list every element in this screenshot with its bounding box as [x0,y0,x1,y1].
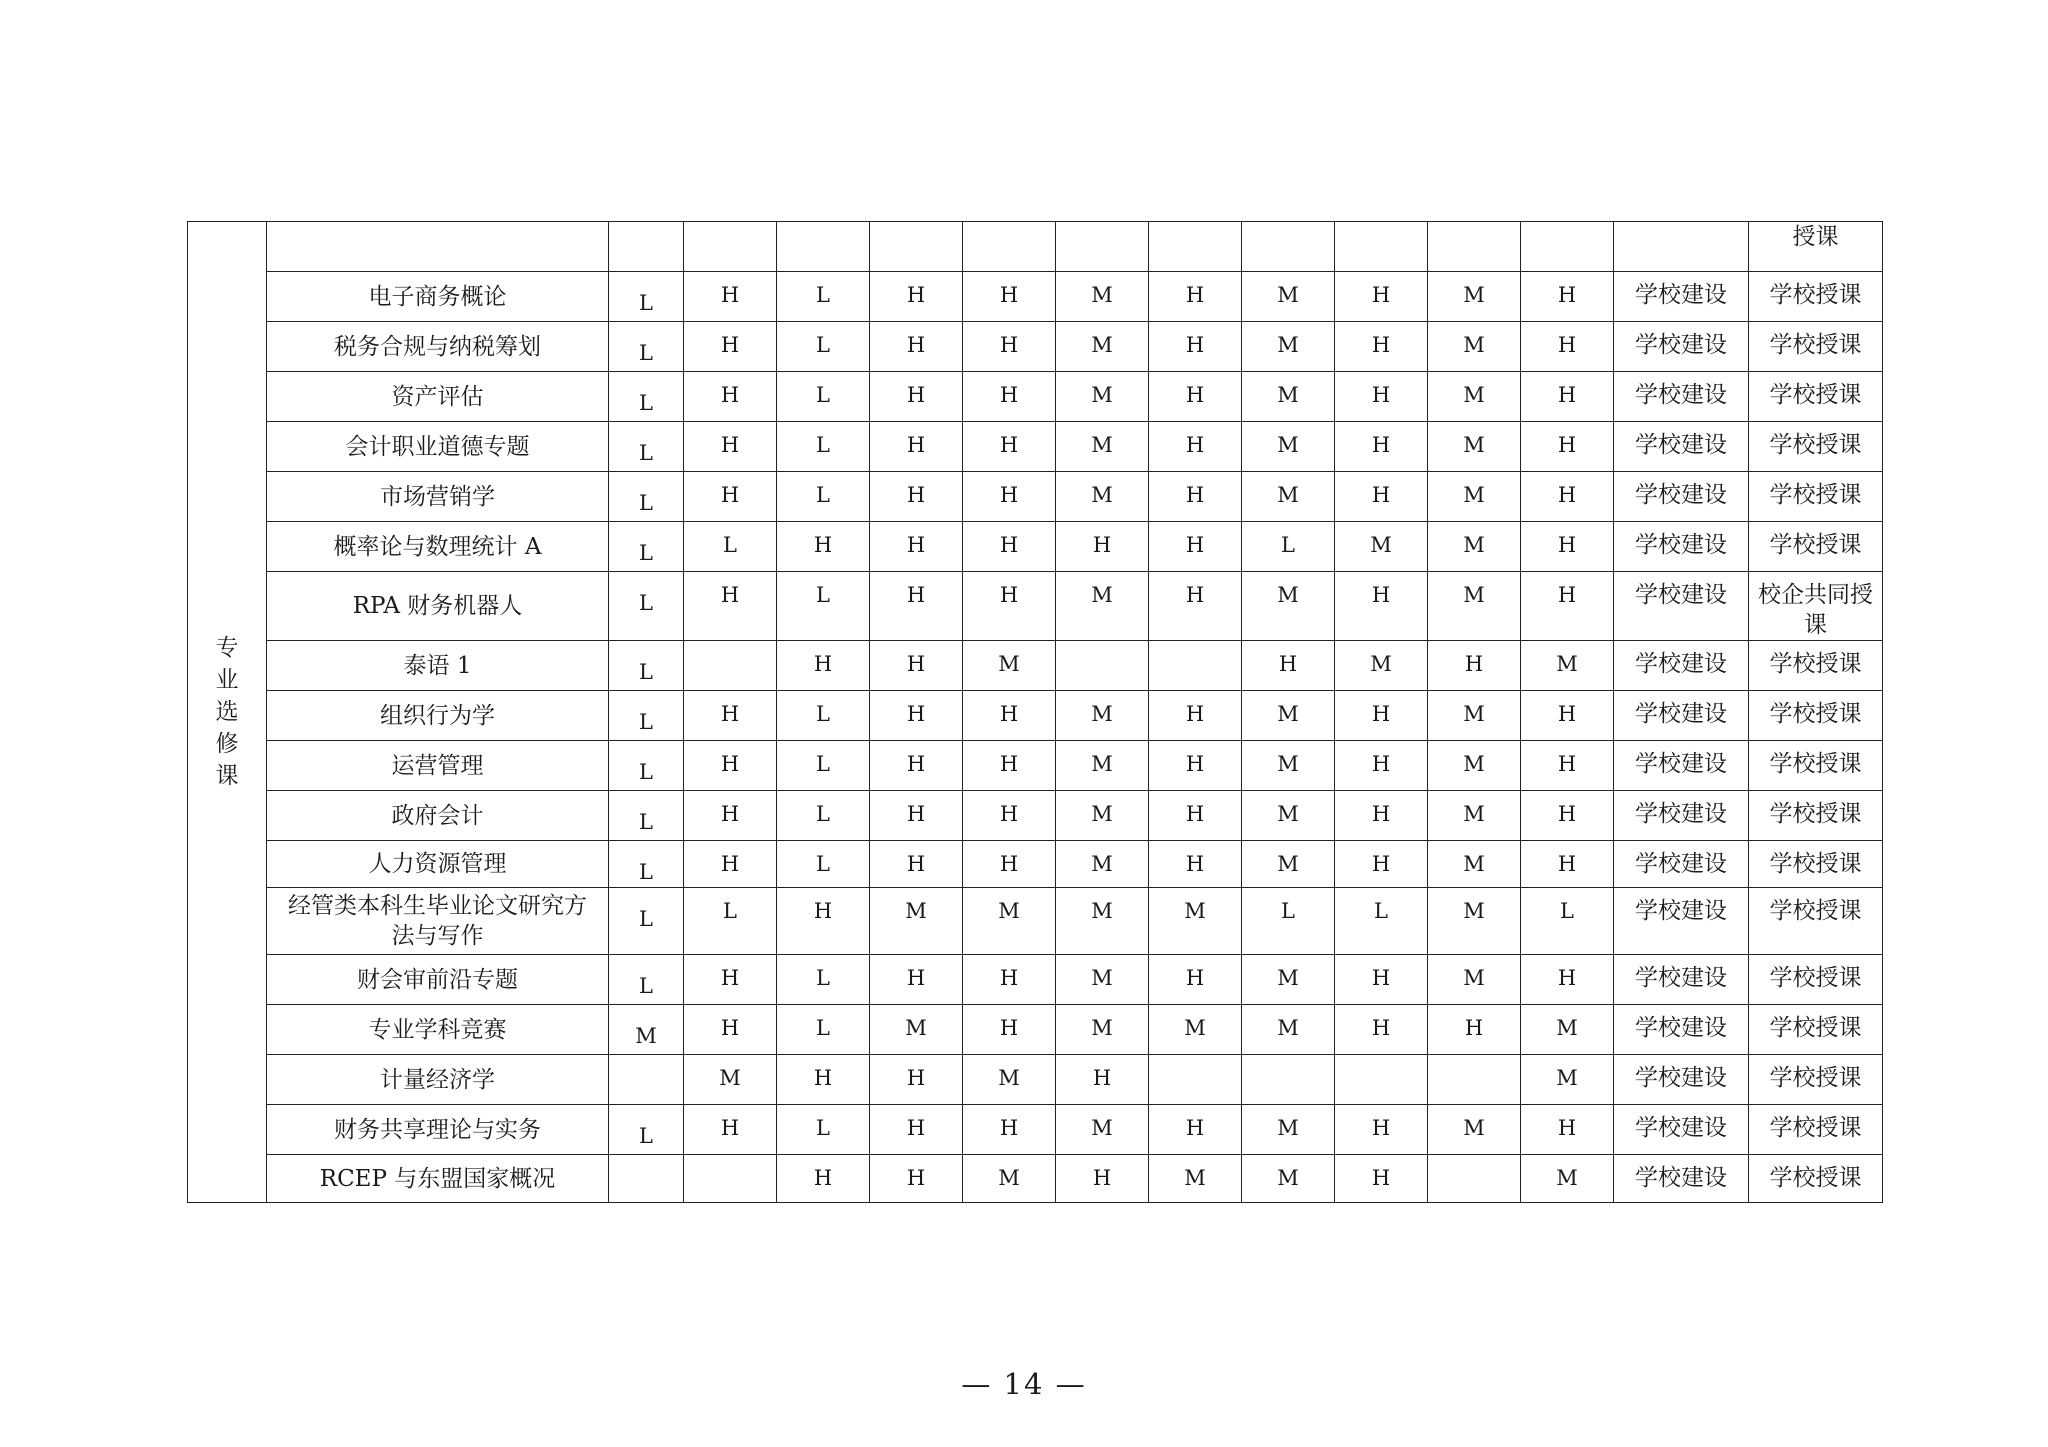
table-row [188,741,1883,791]
course-name-cell: 财会审前沿专题 [267,955,609,1005]
mark-cell: M [963,1155,1056,1203]
mark-cell: M [1056,691,1149,741]
construction-cell: 学校建设 [1614,372,1749,422]
mark-cell: M [1242,1105,1335,1155]
mark-cell: M [1056,572,1149,641]
table-row [188,791,1883,841]
mark-cell: H [963,472,1056,522]
mark-cell: M [1242,691,1335,741]
table-body [188,222,1883,1203]
mark-cell: L [609,841,684,888]
mark-cell: H [870,522,963,572]
course-name-cell: 会计职业道德专题 [267,422,609,472]
mark-cell: H [870,741,963,791]
mark-cell: L [777,422,870,472]
mark-cell: M [1056,322,1149,372]
construction-cell: 学校建设 [1614,791,1749,841]
mark-cell: H [870,1055,963,1105]
mark-cell: M [870,888,963,955]
mark-cell: M [1428,691,1521,741]
mark-cell: H [963,841,1056,888]
mark-cell: H [777,641,870,691]
empty-cell [267,222,609,272]
construction-cell: 学校建设 [1614,1005,1749,1055]
construction-cell: 学校建设 [1614,322,1749,372]
mark-cell: H [777,1155,870,1203]
mark-cell: L [609,472,684,522]
mark-cell: L [1335,888,1428,955]
mark-cell: L [609,741,684,791]
mark-cell: M [1242,422,1335,472]
empty-cell [870,222,963,272]
empty-cell [1149,222,1242,272]
construction-cell: 学校建设 [1614,741,1749,791]
mark-cell [684,641,777,691]
empty-cell [777,222,870,272]
mark-cell: M [1242,791,1335,841]
construction-cell: 学校建设 [1614,272,1749,322]
mark-cell: H [1335,272,1428,322]
course-name-cell: 泰语 1 [267,641,609,691]
mark-cell: H [1521,572,1614,641]
mark-cell: H [777,1055,870,1105]
mark-cell: H [1335,1005,1428,1055]
mark-cell: H [684,955,777,1005]
table-row [188,1105,1883,1155]
table-row [188,888,1883,955]
mark-cell: H [870,841,963,888]
mark-cell: L [777,372,870,422]
mark-cell: M [1056,472,1149,522]
mark-cell: L [777,472,870,522]
mark-cell: L [609,641,684,691]
mark-cell: H [1335,955,1428,1005]
teaching-mode-cell: 学校授课 [1749,1155,1883,1203]
construction-cell: 学校建设 [1614,472,1749,522]
table-row [188,522,1883,572]
mark-cell: H [1335,422,1428,472]
course-name-cell: 电子商务概论 [267,272,609,322]
mark-cell: H [1056,1055,1149,1105]
mark-cell: H [963,691,1056,741]
mark-cell: M [1428,955,1521,1005]
mark-cell: L [609,322,684,372]
mark-cell: H [870,1155,963,1203]
course-name-cell: 经管类本科生毕业论文研究方法与写作 [267,888,609,955]
mark-cell: H [870,322,963,372]
mark-cell: M [1521,641,1614,691]
mark-cell: H [963,1105,1056,1155]
mark-cell: L [777,741,870,791]
mark-cell: H [963,322,1056,372]
construction-cell: 学校建设 [1614,422,1749,472]
teaching-mode-cell: 授课 [1749,222,1883,272]
mark-cell: H [1149,791,1242,841]
mark-cell: H [963,372,1056,422]
mark-cell: M [1056,1105,1149,1155]
mark-cell: L [609,791,684,841]
mark-cell: L [777,791,870,841]
mark-cell: H [870,472,963,522]
mark-cell: M [1428,791,1521,841]
construction-cell: 学校建设 [1614,888,1749,955]
mark-cell: H [1428,1005,1521,1055]
mark-cell: L [609,522,684,572]
table-row [188,572,1883,641]
construction-cell: 学校建设 [1614,522,1749,572]
mark-cell: H [777,888,870,955]
mark-cell: H [684,372,777,422]
mark-cell: H [1521,372,1614,422]
mark-cell: M [1242,372,1335,422]
mark-cell: H [777,522,870,572]
course-matrix-table [187,221,1883,1203]
mark-cell: H [1149,691,1242,741]
mark-cell: H [870,955,963,1005]
category-cell: 专业选修课 [188,222,267,1203]
mark-cell [684,1155,777,1203]
table-row [188,472,1883,522]
course-name-cell: 人力资源管理 [267,841,609,888]
mark-cell: H [1521,841,1614,888]
mark-cell: L [609,691,684,741]
mark-cell [1149,641,1242,691]
teaching-mode-cell: 学校授课 [1749,791,1883,841]
mark-cell: L [609,888,684,955]
mark-cell: H [1149,572,1242,641]
mark-cell: H [870,372,963,422]
mark-cell: H [963,955,1056,1005]
mark-cell: M [1056,741,1149,791]
course-name-cell: 组织行为学 [267,691,609,741]
mark-cell: H [684,1005,777,1055]
mark-cell: L [684,888,777,955]
mark-cell: H [1335,741,1428,791]
construction-cell: 学校建设 [1614,955,1749,1005]
mark-cell: M [1056,841,1149,888]
mark-cell: M [1242,572,1335,641]
mark-cell: M [1056,791,1149,841]
table-row [188,1155,1883,1203]
course-name-cell: RPA 财务机器人 [267,572,609,641]
empty-cell [1242,222,1335,272]
mark-cell: H [684,841,777,888]
empty-cell [1614,222,1749,272]
table-row [188,422,1883,472]
course-name-cell: 计量经济学 [267,1055,609,1105]
mark-cell: H [1335,372,1428,422]
mark-cell: M [1521,1005,1614,1055]
mark-cell: M [1056,372,1149,422]
mark-cell: H [684,741,777,791]
teaching-mode-cell: 学校授课 [1749,641,1883,691]
mark-cell: M [1242,322,1335,372]
mark-cell: L [609,372,684,422]
mark-cell: L [777,572,870,641]
mark-cell: H [870,1105,963,1155]
mark-cell: M [1242,1005,1335,1055]
mark-cell: H [963,741,1056,791]
mark-cell: H [1149,372,1242,422]
mark-cell: M [1335,641,1428,691]
mark-cell: H [684,322,777,372]
mark-cell: H [684,272,777,322]
mark-cell: M [1521,1155,1614,1203]
mark-cell: M [1428,888,1521,955]
mark-cell: H [1056,522,1149,572]
mark-cell: H [684,422,777,472]
mark-cell: H [1335,1105,1428,1155]
teaching-mode-cell: 学校授课 [1749,691,1883,741]
mark-cell: M [1428,1105,1521,1155]
mark-cell: H [1242,641,1335,691]
teaching-mode-cell: 学校授课 [1749,522,1883,572]
construction-cell: 学校建设 [1614,1105,1749,1155]
table-row [188,641,1883,691]
mark-cell: H [1335,841,1428,888]
mark-cell [1428,1055,1521,1105]
mark-cell: H [1521,322,1614,372]
teaching-mode-cell: 学校授课 [1749,1055,1883,1105]
mark-cell: H [963,272,1056,322]
mark-cell: H [1335,691,1428,741]
mark-cell: L [609,422,684,472]
mark-cell [609,1155,684,1203]
mark-cell: M [1242,1155,1335,1203]
construction-cell: 学校建设 [1614,841,1749,888]
empty-cell [1056,222,1149,272]
teaching-mode-cell: 学校授课 [1749,888,1883,955]
mark-cell: L [609,1105,684,1155]
mark-cell [1242,1055,1335,1105]
mark-cell: H [870,691,963,741]
mark-cell: M [963,888,1056,955]
empty-cell [1428,222,1521,272]
mark-cell: M [684,1055,777,1105]
teaching-mode-cell: 校企共同授课 [1749,572,1883,641]
teaching-mode-cell: 学校授课 [1749,841,1883,888]
mark-cell: H [1149,422,1242,472]
mark-cell: M [1242,272,1335,322]
empty-cell [684,222,777,272]
table-row [188,372,1883,422]
page-number: — 14 — [961,1367,1087,1401]
mark-cell: H [684,691,777,741]
mark-cell: L [777,841,870,888]
mark-cell: H [1335,572,1428,641]
mark-cell: H [1149,272,1242,322]
mark-cell: H [963,791,1056,841]
teaching-mode-cell: 学校授课 [1749,422,1883,472]
course-name-cell: 运营管理 [267,741,609,791]
mark-cell [1335,1055,1428,1105]
mark-cell: M [1242,741,1335,791]
mark-cell: H [684,572,777,641]
mark-cell: M [1428,522,1521,572]
table-row [188,955,1883,1005]
construction-cell: 学校建设 [1614,1055,1749,1105]
mark-cell: L [609,955,684,1005]
mark-cell: H [1521,691,1614,741]
mark-cell: H [684,1105,777,1155]
mark-cell: L [777,1005,870,1055]
mark-cell: H [1149,1105,1242,1155]
mark-cell: H [1521,522,1614,572]
mark-cell: M [1149,1155,1242,1203]
mark-cell: M [609,1005,684,1055]
mark-cell: H [963,522,1056,572]
course-name-cell: 财务共享理论与实务 [267,1105,609,1155]
mark-cell: M [1056,955,1149,1005]
teaching-mode-cell: 学校授课 [1749,741,1883,791]
table-row [188,1055,1883,1105]
course-name-cell: 资产评估 [267,372,609,422]
mark-cell: H [1428,641,1521,691]
mark-cell: H [1149,841,1242,888]
teaching-mode-cell: 学校授课 [1749,1105,1883,1155]
table-row [188,272,1883,322]
table-row [188,322,1883,372]
empty-cell [609,222,684,272]
teaching-mode-cell: 学校授课 [1749,955,1883,1005]
construction-cell: 学校建设 [1614,691,1749,741]
mark-cell: M [1521,1055,1614,1105]
mark-cell: H [870,641,963,691]
empty-cell [963,222,1056,272]
mark-cell: H [1521,422,1614,472]
mark-cell: L [609,272,684,322]
mark-cell: M [1428,272,1521,322]
mark-cell: H [870,791,963,841]
course-name-cell: 税务合规与纳税筹划 [267,322,609,372]
mark-cell: H [1521,955,1614,1005]
mark-cell: H [1521,472,1614,522]
mark-cell: M [1428,841,1521,888]
mark-cell: H [870,422,963,472]
empty-cell [1335,222,1428,272]
mark-cell: H [1521,272,1614,322]
mark-cell: H [1056,1155,1149,1203]
table-row [188,222,1883,272]
mark-cell: M [1242,841,1335,888]
mark-cell [1056,641,1149,691]
construction-cell: 学校建设 [1614,1155,1749,1203]
table-row [188,691,1883,741]
construction-cell: 学校建设 [1614,572,1749,641]
mark-cell: H [963,422,1056,472]
mark-cell: M [1242,472,1335,522]
mark-cell: M [1428,422,1521,472]
mark-cell: L [1521,888,1614,955]
mark-cell: L [777,272,870,322]
mark-cell: M [1428,572,1521,641]
table-row [188,841,1883,888]
table-row [188,1005,1883,1055]
mark-cell: H [963,1005,1056,1055]
mark-cell: M [1428,322,1521,372]
course-name-cell: 专业学科竞赛 [267,1005,609,1055]
teaching-mode-cell: 学校授课 [1749,272,1883,322]
empty-cell [1521,222,1614,272]
mark-cell: L [777,322,870,372]
mark-cell: H [1149,322,1242,372]
mark-cell: M [1056,272,1149,322]
mark-cell: M [1335,522,1428,572]
mark-cell: M [1428,741,1521,791]
mark-cell: H [684,472,777,522]
mark-cell: H [963,572,1056,641]
course-name-cell: 政府会计 [267,791,609,841]
mark-cell: M [963,641,1056,691]
mark-cell: L [777,1105,870,1155]
mark-cell [1428,1155,1521,1203]
mark-cell [609,1055,684,1105]
mark-cell: H [684,791,777,841]
mark-cell: M [870,1005,963,1055]
mark-cell: L [684,522,777,572]
mark-cell: L [777,955,870,1005]
mark-cell: L [1242,888,1335,955]
mark-cell: M [1149,1005,1242,1055]
mark-cell: H [1335,1155,1428,1203]
teaching-mode-cell: 学校授课 [1749,372,1883,422]
mark-cell: H [1335,791,1428,841]
mark-cell: H [1521,741,1614,791]
mark-cell: M [1428,372,1521,422]
course-name-cell: RCEP 与东盟国家概况 [267,1155,609,1203]
mark-cell: H [1335,322,1428,372]
course-name-cell: 概率论与数理统计 A [267,522,609,572]
construction-cell: 学校建设 [1614,641,1749,691]
mark-cell: M [1056,1005,1149,1055]
mark-cell: H [1521,791,1614,841]
mark-cell: M [1056,422,1149,472]
mark-cell: L [609,572,684,641]
mark-cell: H [1335,472,1428,522]
mark-cell: H [1149,955,1242,1005]
mark-cell: L [777,691,870,741]
mark-cell: H [1149,741,1242,791]
mark-cell: M [1056,888,1149,955]
mark-cell: M [1242,955,1335,1005]
mark-cell: H [1149,472,1242,522]
mark-cell: M [1428,472,1521,522]
mark-cell: M [963,1055,1056,1105]
teaching-mode-cell: 学校授课 [1749,472,1883,522]
course-name-cell: 市场营销学 [267,472,609,522]
mark-cell: M [1149,888,1242,955]
teaching-mode-cell: 学校授课 [1749,1005,1883,1055]
mark-cell: H [870,272,963,322]
mark-cell: H [1149,522,1242,572]
mark-cell [1149,1055,1242,1105]
mark-cell: H [870,572,963,641]
teaching-mode-cell: 学校授课 [1749,322,1883,372]
mark-cell: L [1242,522,1335,572]
mark-cell: H [1521,1105,1614,1155]
